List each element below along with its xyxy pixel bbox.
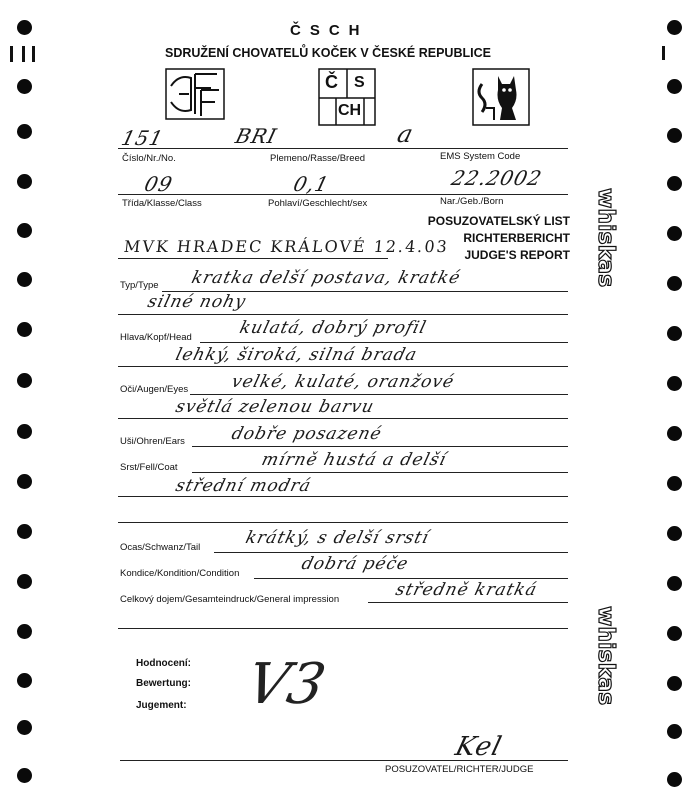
perforation-hole [17, 768, 32, 783]
perforation-hole [17, 272, 32, 287]
grade-value: V3 [241, 652, 331, 717]
perforation-hole [667, 128, 682, 143]
perforation-hole [667, 676, 682, 691]
tail-label: Ocas/Schwanz/Tail [120, 542, 201, 553]
perforation-hole [667, 426, 682, 441]
sex-label: Pohlaví/Geschlecht/sex [268, 198, 368, 209]
perforation-hole [17, 673, 32, 688]
class-value: 09 [142, 172, 176, 196]
field-line [118, 628, 568, 629]
perforation-hole [17, 124, 32, 139]
coat-line-1: mírně hustá a delší [259, 450, 449, 470]
perforation-hole [17, 524, 32, 539]
ems-value: a [394, 120, 417, 148]
coat-line-2: střední modrá [173, 476, 314, 496]
show-place: MVK HRADEC KRÁLOVÉ 12.4.03 [123, 237, 450, 256]
perforation-hole [667, 226, 682, 241]
perforation-hole [17, 20, 32, 35]
margin-mark [22, 46, 25, 62]
ears-label: Uši/Ohren/Ears [120, 436, 185, 447]
head-line-2: lehký, široká, silná brada [173, 345, 420, 365]
field-line [368, 602, 568, 603]
field-line [118, 418, 568, 419]
perforation-hole [667, 626, 682, 641]
type-label: Typ/Type [120, 280, 159, 291]
perforation-hole [667, 772, 682, 787]
field-line [118, 366, 568, 367]
report-title-en: JUDGE'S REPORT [464, 248, 570, 262]
perforation-hole [667, 576, 682, 591]
born-value: 22.2002 [449, 166, 545, 190]
ems-label: EMS System Code [440, 151, 521, 162]
ears-value: dobře posazené [229, 424, 385, 444]
perforation-hole [17, 322, 32, 337]
field-line [118, 496, 568, 497]
type-line-2: silné nohy [145, 292, 249, 312]
field-line [192, 446, 568, 447]
field-line [192, 472, 568, 473]
born-label: Nar./Geb./Born [440, 196, 504, 207]
condition-value: dobrá péče [299, 554, 411, 574]
perforation-hole [17, 574, 32, 589]
perforation-hole [667, 376, 682, 391]
perforation-hole [667, 20, 682, 35]
head-line-1: kulatá, dobrý profil [237, 318, 429, 338]
judge-signature: Kel [452, 732, 506, 762]
field-line [118, 148, 568, 149]
efff-logo [165, 68, 225, 120]
csch-logo [318, 68, 376, 126]
cat-silhouette-logo [472, 68, 530, 126]
whiskas-watermark: whiskas [593, 188, 618, 288]
signature-label: POSUZOVATEL/RICHTER/JUDGE [385, 764, 534, 775]
csch-letter-s: S [354, 74, 365, 91]
head-label: Hlava/Kopf/Head [120, 332, 192, 343]
eyes-line-2: světlá zelenou barvu [173, 397, 377, 417]
perforation-hole [667, 526, 682, 541]
grading-label-cs: Hodnocení: [136, 658, 191, 669]
impression-value: středně kratká [393, 580, 540, 600]
organization-name: SDRUŽENÍ CHOVATELŮ KOČEK V ČESKÉ REPUBLICE [165, 46, 491, 60]
grading-label-fr: Jugement: [136, 700, 187, 711]
breed-label: Plemeno/Rasse/Breed [270, 153, 366, 164]
whiskas-watermark: whiskas [593, 606, 618, 706]
report-title-cs: POSUZOVATELSKÝ LIST [427, 214, 570, 228]
signature-line [120, 760, 568, 761]
field-line [214, 552, 568, 553]
perforation-hole [17, 223, 32, 238]
csch-letter-ch: CH [338, 102, 362, 119]
perforation-hole [17, 373, 32, 388]
perforation-hole [17, 79, 32, 94]
field-line [118, 258, 388, 259]
class-label: Třída/Klasse/Class [122, 198, 202, 209]
field-line [118, 522, 568, 523]
eyes-line-1: velké, kulaté, oranžové [229, 372, 457, 392]
number-value: 151 [119, 126, 167, 150]
perforation-hole [17, 624, 32, 639]
field-line [118, 314, 568, 315]
margin-mark [10, 46, 13, 62]
number-label: Číslo/Nr./No. [122, 153, 176, 164]
field-line [190, 394, 568, 395]
perforation-hole [17, 424, 32, 439]
perforation-hole [667, 724, 682, 739]
report-title-de: RICHTERBERICHT [463, 231, 570, 245]
perforation-hole [667, 176, 682, 191]
perforation-hole [17, 474, 32, 489]
tail-value: krátký, s delší srstí [243, 528, 432, 548]
csch-letter-c: Č [325, 72, 338, 92]
eyes-label: Oči/Augen/Eyes [120, 384, 189, 395]
perforation-hole [667, 476, 682, 491]
impression-label: Celkový dojem/Gesamteindruck/General impression [120, 594, 340, 605]
organization-acronym: ČSCH [290, 22, 369, 39]
perforation-hole [667, 79, 682, 94]
perforation-hole [17, 174, 32, 189]
perforation-hole [667, 276, 682, 291]
field-line [254, 578, 568, 579]
grading-label-de: Bewertung: [136, 678, 191, 689]
field-line [200, 342, 568, 343]
perforation-hole [667, 326, 682, 341]
type-line-1: kratka delší postava, kratké [189, 268, 463, 288]
field-line [118, 194, 568, 195]
breed-value: BRI [233, 124, 280, 148]
sex-value: 0,1 [291, 172, 332, 196]
perforation-hole [17, 720, 32, 735]
margin-mark [662, 46, 665, 60]
coat-label: Srst/Fell/Coat [120, 462, 178, 473]
condition-label: Kondice/Kondition/Condition [120, 568, 240, 579]
margin-mark [32, 46, 35, 62]
